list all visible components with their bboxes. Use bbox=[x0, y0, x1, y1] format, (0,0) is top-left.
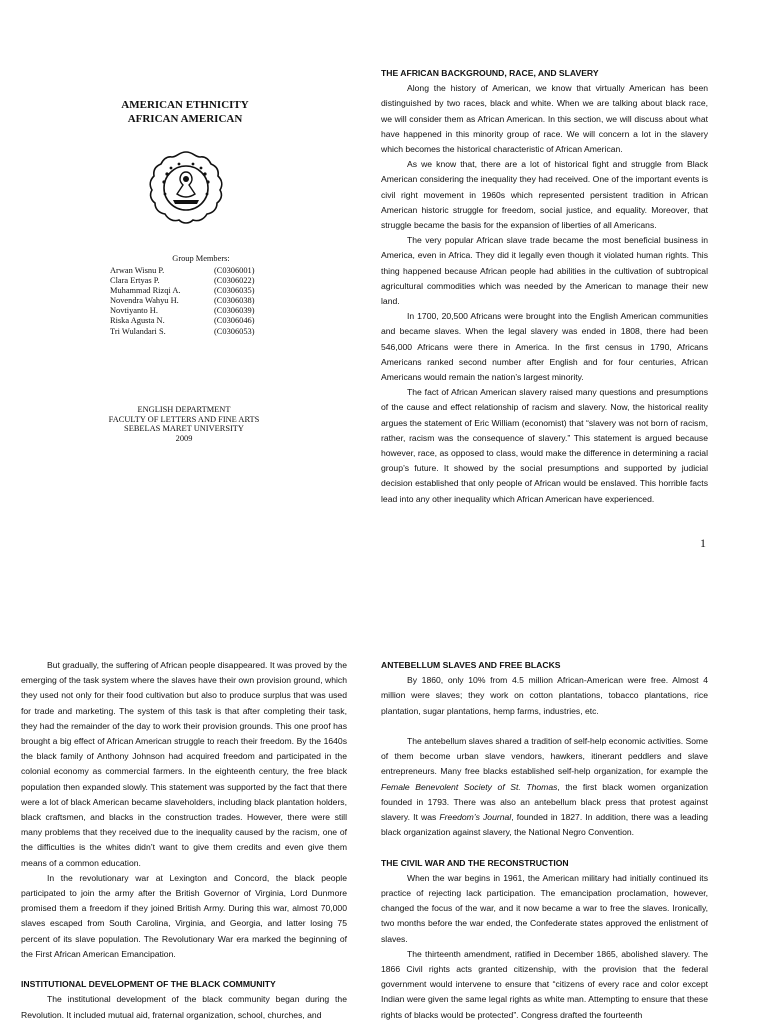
text-run: , the first black women organization founded in 1793. There was also an antebellum black press that protest against slavery. It was bbox=[381, 781, 709, 823]
member-row bbox=[110, 286, 260, 296]
member-name: Arwan Wisnu P. bbox=[110, 266, 165, 275]
paragraph: When the war begins in 1961, the American military had initially continued its practice of rejecting lack participation. The emancipation proclamation, however, changed the focus of the war, and it now became a war to free the slaves. Ironically, two months before the war ended, the Confederate states approved the enlistment of slaves. bbox=[381, 872, 708, 944]
member-name: Muhammad Rizqi A. bbox=[110, 286, 181, 296]
cover-footer bbox=[100, 405, 268, 443]
member-id: (C0306053) bbox=[214, 326, 255, 336]
member-name: Tri Wulandari S. bbox=[110, 326, 166, 336]
member-id: (C0306038) bbox=[214, 296, 255, 306]
page1-content bbox=[381, 66, 708, 507]
member-row bbox=[110, 266, 260, 276]
section-heading: THE AFRICAN BACKGROUND, RACE, AND SLAVERY bbox=[381, 68, 599, 78]
spacer bbox=[381, 840, 708, 855]
university-line: SEBELAS MARET UNIVERSITY bbox=[124, 424, 244, 434]
paragraph: In 1700, 20,500 Africans were brought into the English American communities and became slaves. When the legal slavery was ended in 1808, there had been 546,000 Africans were there in America. In the first census in 1790, Africans Americans ranked second number after English and for four centuries, African Americans would remain the nation’s largest minority. bbox=[381, 311, 708, 383]
member-row bbox=[110, 276, 260, 286]
member-id: (C0306046) bbox=[214, 316, 255, 326]
section-heading: THE CIVIL WAR AND THE RECONSTRUCTION bbox=[381, 857, 569, 868]
paragraph: The thirteenth amendment, ratified in December 1865, abolished slavery. The 1866 Civil rights acts granted citizenship, with the provision that the federal government would intervene to ensure that “citizens of every race and color except Indian were given the same legal rights as white man. Attempting to ensure that these rights of blacks would be protected”. Congress drafted the fourteenth bbox=[381, 948, 708, 1020]
paragraph: The very popular African slave trade became the most beneficial business in America, even in Africa. They did it legally even though it violated human rights. This thing happened because African people had abilities in the cultivation of subtropical agricultural commodities which was needed by the American to manage their new land. bbox=[381, 235, 708, 307]
paragraph: Along the history of American, we know that virtually American has been distinguished by two races, black and white. When we are talking about black race, we will consider them as African American. In this section, we will discuss about what have happened in this minority group of race. We will concern a lot in the slavery which becomes the historical characteristic of African American. bbox=[381, 83, 708, 155]
member-id: (C0306035) bbox=[214, 286, 255, 296]
university-seal-icon bbox=[143, 148, 229, 230]
page2-left-content bbox=[21, 658, 347, 1023]
member-id: (C0306001) bbox=[214, 266, 255, 275]
page-number: 1 bbox=[700, 536, 706, 550]
member-row bbox=[110, 327, 260, 337]
spacer bbox=[381, 719, 708, 734]
member-row bbox=[110, 316, 260, 326]
page2-right-content bbox=[381, 658, 708, 1023]
section-heading: INSTITUTIONAL DEVELOPMENT OF THE BLACK COMMUNITY bbox=[21, 979, 276, 990]
member-row bbox=[110, 306, 260, 316]
spacer bbox=[21, 962, 347, 977]
paragraph: As we know that, there are a lot of historical fight and struggle from Black American considering the inequality they had received. One of the important events is civil right movement in 1960s which represented persistent tradition in African American historic struggle for freedom, social justice, and equality. Moreover, that struggle became the basis for the expansion of liberties of all Americans. bbox=[381, 159, 708, 231]
department-line: ENGLISH DEPARTMENT bbox=[137, 405, 231, 414]
paragraph: The institutional development of the black community began during the Revolution. It included mutual aid, fraternal organization, school, churches, and bbox=[21, 994, 347, 1020]
paragraph: The fact of African American slavery raised many questions and presumptions of the cause and effect relationship of racism and slavery. Now, the historical reality argues the statement of Eric William (economist) that “slavery was not born of racism, rather, racism was the consequence of slavery.” This statement is argued because however, race, as opposed to class, would make the difference in determining a racial group’s future. It showed by the social presumptions and supported by judicial decision established that only people of African would be enslaved. This horrible facts lead into any other inequality which African American have experienced. bbox=[381, 387, 708, 504]
group-members-title: Group Members: bbox=[172, 254, 230, 263]
member-name: Clara Ertyas P. bbox=[110, 276, 160, 286]
paragraph: By 1860, only 10% from 4.5 million African-American were free. Almost 4 million were slaves; they work on cotton plantations, tobacco plantations, rice plantation, sugar plantations, hemp farms, industries, etc. bbox=[381, 675, 708, 716]
paragraph bbox=[381, 734, 708, 840]
organization-name: Female Benevolent Society of St. Thomas bbox=[381, 781, 558, 792]
group-members-list bbox=[110, 266, 260, 337]
cover-title-line2: AFRICAN AMERICAN bbox=[127, 113, 243, 125]
member-name: Riska Agusta N. bbox=[110, 316, 165, 326]
member-name: Novtiyanto H. bbox=[110, 306, 158, 316]
member-name: Novendra Wahyu H. bbox=[110, 296, 179, 306]
cover-title bbox=[100, 98, 270, 126]
faculty-line: FACULTY OF LETTERS AND FINE ARTS bbox=[108, 414, 260, 424]
member-id: (C0306022) bbox=[214, 276, 255, 286]
publication-name: Freedom’s Journal bbox=[439, 812, 512, 823]
section-heading: ANTEBELLUM SLAVES AND FREE BLACKS bbox=[381, 660, 561, 670]
paragraph: In the revolutionary war at Lexington and Concord, the black people participated to join the army after the British Governor of Virginia, Lord Dunmore promised them a freedom if they joined British Army. During this war, almost 70,000 slaves escaped from South Carolina, Virginia, and Georgia, and latter losing 75 percent of its slave population. The Revolutionary War era marked the beginning of the First African American Emancipation. bbox=[21, 872, 347, 959]
paragraph: But gradually, the suffering of African people disappeared. It was proved by the emerging of the task system where the slaves have their own provision ground, which they used not only for their food cultivation but also to produce surplus that was used for trade and marketing. The system of this task is that after completing their task, they had the remainder of the day to work their provision grounds. This one proof has brought a big effect of African American struggle to reach their freedom. By the 1640s the black family of Anthony Johnson had acquired freedom and participated in the colonial economy as commercial farmers. In the eighteenth century, the free black population then expanded slowly. This statement was supported by the fact that there were a lot of black American became slaveholders, including black plantation holders, black craftsmen, and blacks in the construction trades. However, there were still many problems that they received due to the inequality caused by the racism, one of the difficulties is the whites didn’t want to give them credits and even give them means of a common education. bbox=[21, 660, 347, 868]
member-id: (C0306039) bbox=[214, 306, 255, 316]
member-row bbox=[110, 296, 260, 306]
text-run: , founded in 1827. In addition, there was a leading black organization against slavery, the National Negro Convention. bbox=[381, 812, 708, 838]
year-line: 2009 bbox=[175, 433, 193, 443]
text-run: The antebellum slaves shared a tradition of self-help economic activities. Some of them become urban slave vendors, hawkers, itinerant peddlers and slave entrepreneurs. Many free blacks established self-help organization, for example the bbox=[381, 736, 708, 777]
cover-title-line1: AMERICAN ETHNICITY bbox=[121, 99, 249, 111]
